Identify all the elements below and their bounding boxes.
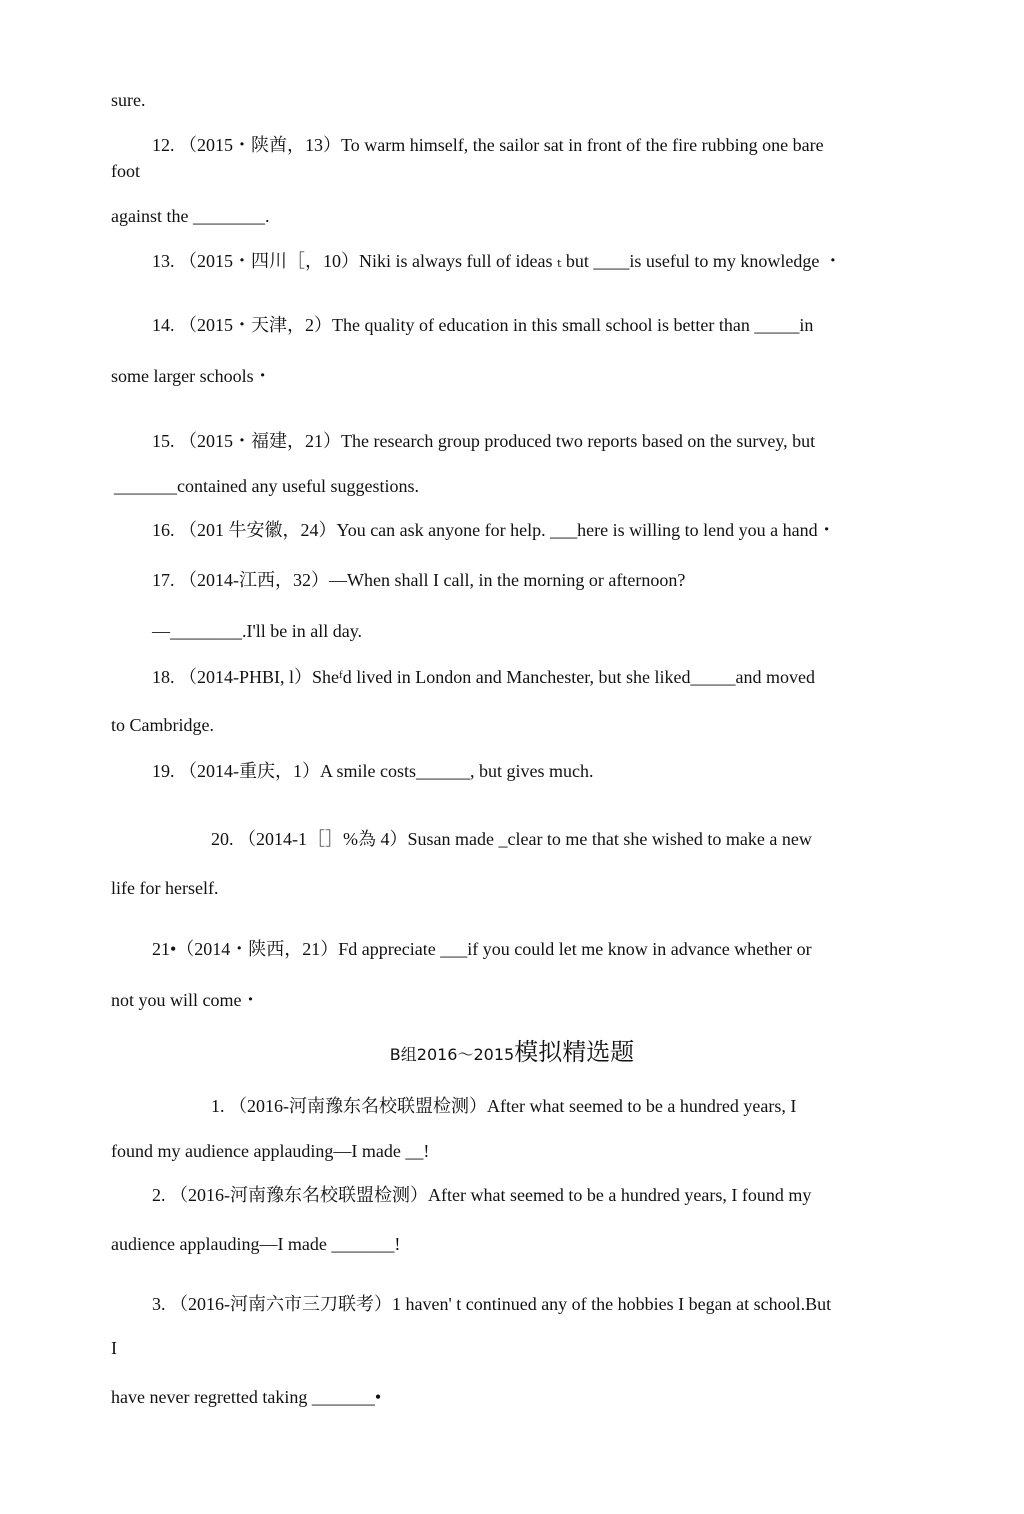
question-12: 12. （2015・陕酋，13）To warm himself, the sailor sat in front of the fire rubbing one bare	[152, 135, 824, 155]
text-line: audience applauding—I made _______!	[111, 1234, 401, 1254]
section-heading	[0, 1036, 1024, 1071]
question-21: 21•（2014・陕西，21）Fd appreciate ___if you could let me know in advance whether or	[152, 939, 812, 959]
text-line: not you will come・	[111, 990, 260, 1010]
text-line: —________.I'll be in all day.	[152, 621, 363, 641]
text-line: life for herself.	[111, 878, 219, 898]
question-18: 18. （2014-PHBI, l）Sheᶠd lived in London and Manchester, but she liked_____and moved	[152, 667, 815, 687]
question-19: 19. （2014-重庆，1）A smile costs______, but gives much.	[152, 761, 594, 781]
question-16: 16. （201 牛安徽，24）You can ask anyone for help. ___here is willing to lend you a hand・	[152, 520, 836, 540]
text-line: to Cambridge.	[111, 715, 214, 735]
text-line: foot	[111, 161, 140, 181]
question-17: 17. （2014-江西，32）—When shall I call, in the morning or afternoon?	[152, 570, 686, 590]
question-b3: 3. （2016-河南六市三刀联考）1 haven' t continued any of the hobbies I began at school.But	[152, 1294, 832, 1314]
question-b2: 2. （2016-河南豫东名校联盟检测）After what seemed to be a hundred years, I found my	[152, 1185, 812, 1205]
text-line: sure.	[111, 90, 146, 110]
text-line: have never regretted taking _______•	[111, 1387, 382, 1407]
text-line: I	[111, 1338, 117, 1358]
heading-prefix: B组	[389, 1045, 417, 1064]
heading-years: 2016～2015	[416, 1045, 515, 1064]
question-15: 15. （2015・福建，21）The research group produced two reports based on the survey, but	[152, 431, 816, 451]
text-line: against the ________.	[111, 206, 270, 226]
question-13: 13. （2015・四川［，10）Niki is always full of ideas ₜ but ____is useful to my knowledge ・	[152, 251, 842, 271]
question-14: 14. （2015・天津，2）The quality of education in this small school is better than _____in	[152, 315, 814, 335]
question-b1: 1. （2016-河南豫东名校联盟检测）After what seemed to be a hundred years, I	[211, 1096, 797, 1116]
text-line: found my audience applauding—I made __!	[111, 1141, 430, 1161]
text-line: some larger schools・	[111, 366, 272, 386]
text-line: _______contained any useful suggestions.	[114, 476, 419, 496]
heading-title: 模拟精选题	[514, 1038, 635, 1066]
question-20: 20. （2014-1［］%為 4）Susan made _clear to me that she wished to make a new	[211, 829, 812, 849]
